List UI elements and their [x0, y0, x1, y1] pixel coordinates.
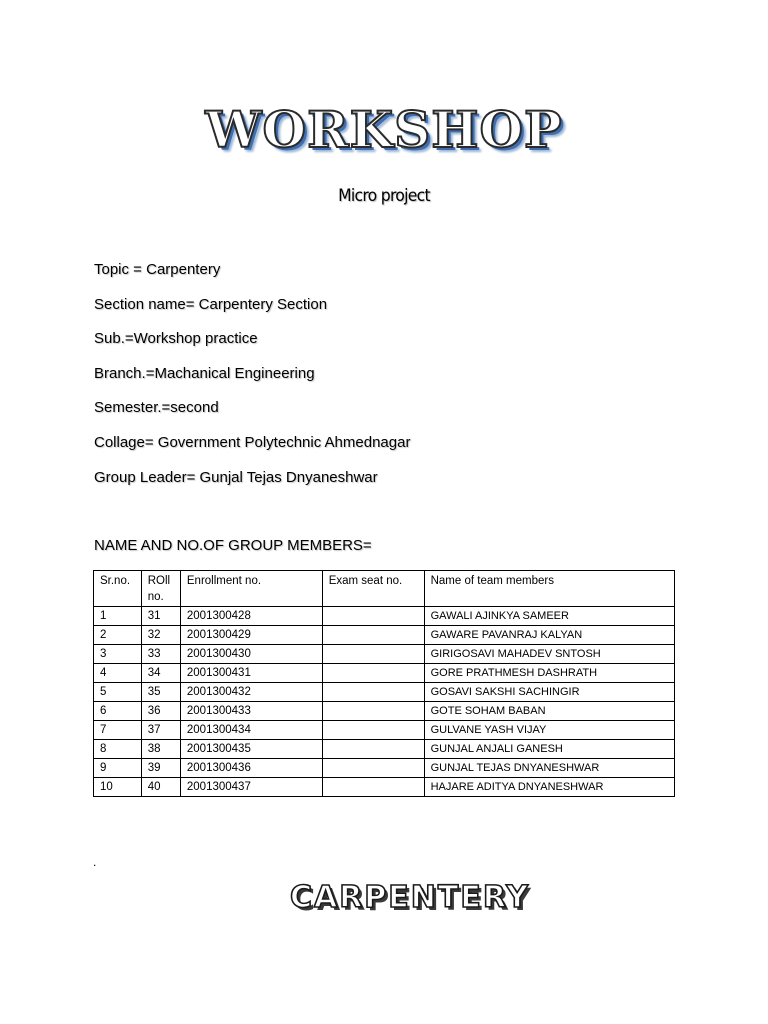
cell-enrollment: 2001300428 [180, 607, 322, 626]
cell-roll: 34 [141, 664, 180, 683]
table-row [94, 607, 675, 626]
cell-name: GUNJAL ANJALI GANESH [424, 740, 674, 759]
cell-srno: 1 [94, 607, 142, 626]
cell-srno: 4 [94, 664, 142, 683]
cell-roll: 33 [141, 645, 180, 664]
info-subject: Sub.=Workshop practice [94, 330, 258, 348]
members-heading: NAME AND NO.OF GROUP MEMBERS= [94, 537, 372, 554]
cell-roll: 38 [141, 740, 180, 759]
cell-srno: 10 [94, 778, 142, 797]
project-info [94, 259, 410, 501]
cell-name: GAWARE PAVANRAJ KALYAN [424, 626, 674, 645]
info-topic: Topic = Carpentery [94, 261, 221, 278]
cell-enrollment: 2001300431 [180, 664, 322, 683]
cell-name: GOSAVI SAKSHI SACHINGIR [424, 683, 674, 702]
cell-enrollment: 2001300437 [180, 778, 322, 797]
cell-srno: 5 [94, 683, 142, 702]
members-table [93, 570, 675, 797]
cell-srno: 3 [94, 645, 142, 664]
cell-enrollment: 2001300436 [180, 759, 322, 778]
cell-roll: 37 [141, 721, 180, 740]
header-srno: Sr.no. [94, 571, 142, 607]
table-row [94, 626, 675, 645]
cell-name: GUNJAL TEJAS DNYANESHWAR [424, 759, 674, 778]
cell-exam-seat [322, 778, 424, 797]
table-row [94, 702, 675, 721]
cell-exam-seat [322, 683, 424, 702]
cell-name: GULVANE YASH VIJAY [424, 721, 674, 740]
cell-enrollment: 2001300435 [180, 740, 322, 759]
cell-enrollment: 2001300433 [180, 702, 322, 721]
table-row [94, 778, 675, 797]
info-semester: Semester.=second [94, 399, 219, 417]
stray-dot: . [93, 855, 97, 869]
cell-roll: 31 [141, 607, 180, 626]
cell-roll: 36 [141, 702, 180, 721]
cell-srno: 2 [94, 626, 142, 645]
cell-exam-seat [322, 626, 424, 645]
table-row [94, 759, 675, 778]
cell-name: GORE PRATHMESH DASHRATH [424, 664, 674, 683]
cell-enrollment: 2001300430 [180, 645, 322, 664]
cell-exam-seat [322, 721, 424, 740]
info-college: Collage= Government Polytechnic Ahmednagar [94, 433, 411, 451]
info-branch: Branch.=Machanical Engineering [94, 364, 315, 382]
cell-roll: 35 [141, 683, 180, 702]
header-exam-seat: Exam seat no. [322, 571, 424, 607]
info-section-name: Section name= Carpentery Section [94, 295, 328, 313]
cell-enrollment: 2001300429 [180, 626, 322, 645]
cell-exam-seat [322, 664, 424, 683]
table-row [94, 721, 675, 740]
table-row [94, 664, 675, 683]
cell-enrollment: 2001300432 [180, 683, 322, 702]
cell-exam-seat [322, 645, 424, 664]
cell-exam-seat [322, 759, 424, 778]
table-row [94, 645, 675, 664]
cell-srno: 8 [94, 740, 142, 759]
document-title: WORKSHOP [205, 100, 563, 159]
cell-exam-seat [322, 740, 424, 759]
cell-name: HAJARE ADITYA DNYANESHWAR [424, 778, 674, 797]
cell-enrollment: 2001300434 [180, 721, 322, 740]
cell-srno: 6 [94, 702, 142, 721]
cell-srno: 7 [94, 721, 142, 740]
cell-exam-seat [322, 702, 424, 721]
document-subtitle: Micro project [338, 186, 430, 206]
cell-name: GOTE SOHAM BABAN [424, 702, 674, 721]
header-name: Name of team members [424, 571, 674, 607]
table-header-row [94, 571, 675, 607]
header-enrollment: Enrollment no. [180, 571, 322, 607]
footer-title: CARPENTERY [289, 880, 531, 915]
cell-roll: 39 [141, 759, 180, 778]
table-row [94, 683, 675, 702]
cell-roll: 40 [141, 778, 180, 797]
cell-srno: 9 [94, 759, 142, 778]
cell-name: GAWALI AJINKYA SAMEER [424, 607, 674, 626]
header-roll: ROll no. [141, 571, 180, 607]
cell-exam-seat [322, 607, 424, 626]
cell-roll: 32 [141, 626, 180, 645]
cell-name: GIRIGOSAVI MAHADEV SNTOSH [424, 645, 674, 664]
table-row [94, 740, 675, 759]
info-group-leader: Group Leader= Gunjal Tejas Dnyaneshwar [94, 468, 378, 486]
